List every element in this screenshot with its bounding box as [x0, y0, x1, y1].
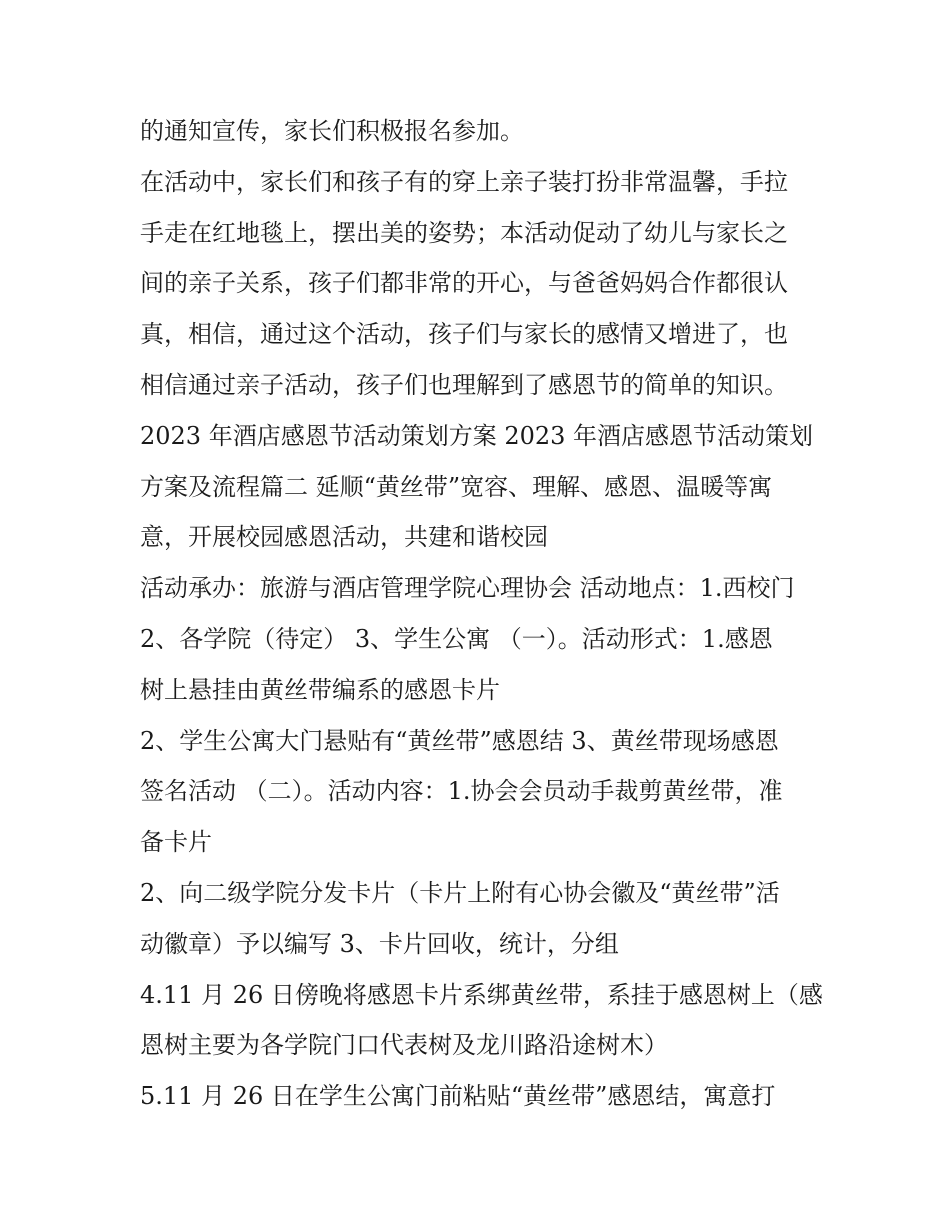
text-line-3: 手走在红地毯上，摆出美的姿势；本活动促动了幼儿与家长之 — [140, 218, 788, 247]
text-line-13: 2、学生公寓大门悬贴有“黄丝带”感恩结 3、黄丝带现场感恩 — [140, 726, 779, 755]
text-line-15: 备卡片 — [140, 828, 212, 857]
document-body — [140, 106, 823, 1122]
text-line-9: 意，开展校园感恩活动，共建和谐校园 — [140, 523, 548, 552]
text-line-11: 2、各学院（待定） 3、学生公寓 （一）。活动形式：1.感恩 — [140, 624, 773, 653]
text-line-14: 签名活动 （二）。活动内容：1.协会会员动手裁剪黄丝带，准 — [140, 777, 783, 806]
text-line-18: 4.11 月 26 日傍晚将感恩卡片系绑黄丝带，系挂于感恩树上（感 — [140, 980, 823, 1009]
text-line-7: 2023 年酒店感恩节活动策划方案 2023 年酒店感恩节活动策划 — [140, 421, 814, 450]
text-line-1: 的通知宣传，家长们积极报名参加。 — [140, 117, 524, 145]
text-line-19: 恩树主要为各学院门口代表树及龙川路沿途树木） — [140, 1031, 668, 1060]
text-line-4: 间的亲子关系，孩子们都非常的开心，与爸爸妈妈合作都很认 — [140, 269, 788, 298]
text-line-10: 活动承办：旅游与酒店管理学院心理协会 活动地点：1.西校门 — [140, 574, 795, 603]
text-line-6: 相信通过亲子活动，孩子们也理解到了感恩节的简单的知识。 — [140, 370, 788, 399]
text-line-20: 5.11 月 26 日在学生公寓门前粘贴“黄丝带”感恩结，寓意打 — [140, 1082, 776, 1111]
text-line-5: 真，相信，通过这个活动，孩子们与家长的感情又增进了，也 — [140, 320, 788, 349]
text-line-2: 在活动中，家长们和孩子有的穿上亲子装打扮非常温馨，手拉 — [140, 167, 788, 196]
text-line-16: 2、向二级学院分发卡片（卡片上附有心协会徽及“黄丝带”活 — [140, 878, 780, 907]
text-line-8: 方案及流程篇二 延顺“黄丝带”宽容、理解、感恩、温暖等寓 — [140, 472, 773, 501]
text-line-17: 动徽章）予以编写 3、卡片回收，统计，分组 — [140, 929, 619, 958]
text-line-12: 树上悬挂由黄丝带编系的感恩卡片 — [140, 675, 500, 704]
